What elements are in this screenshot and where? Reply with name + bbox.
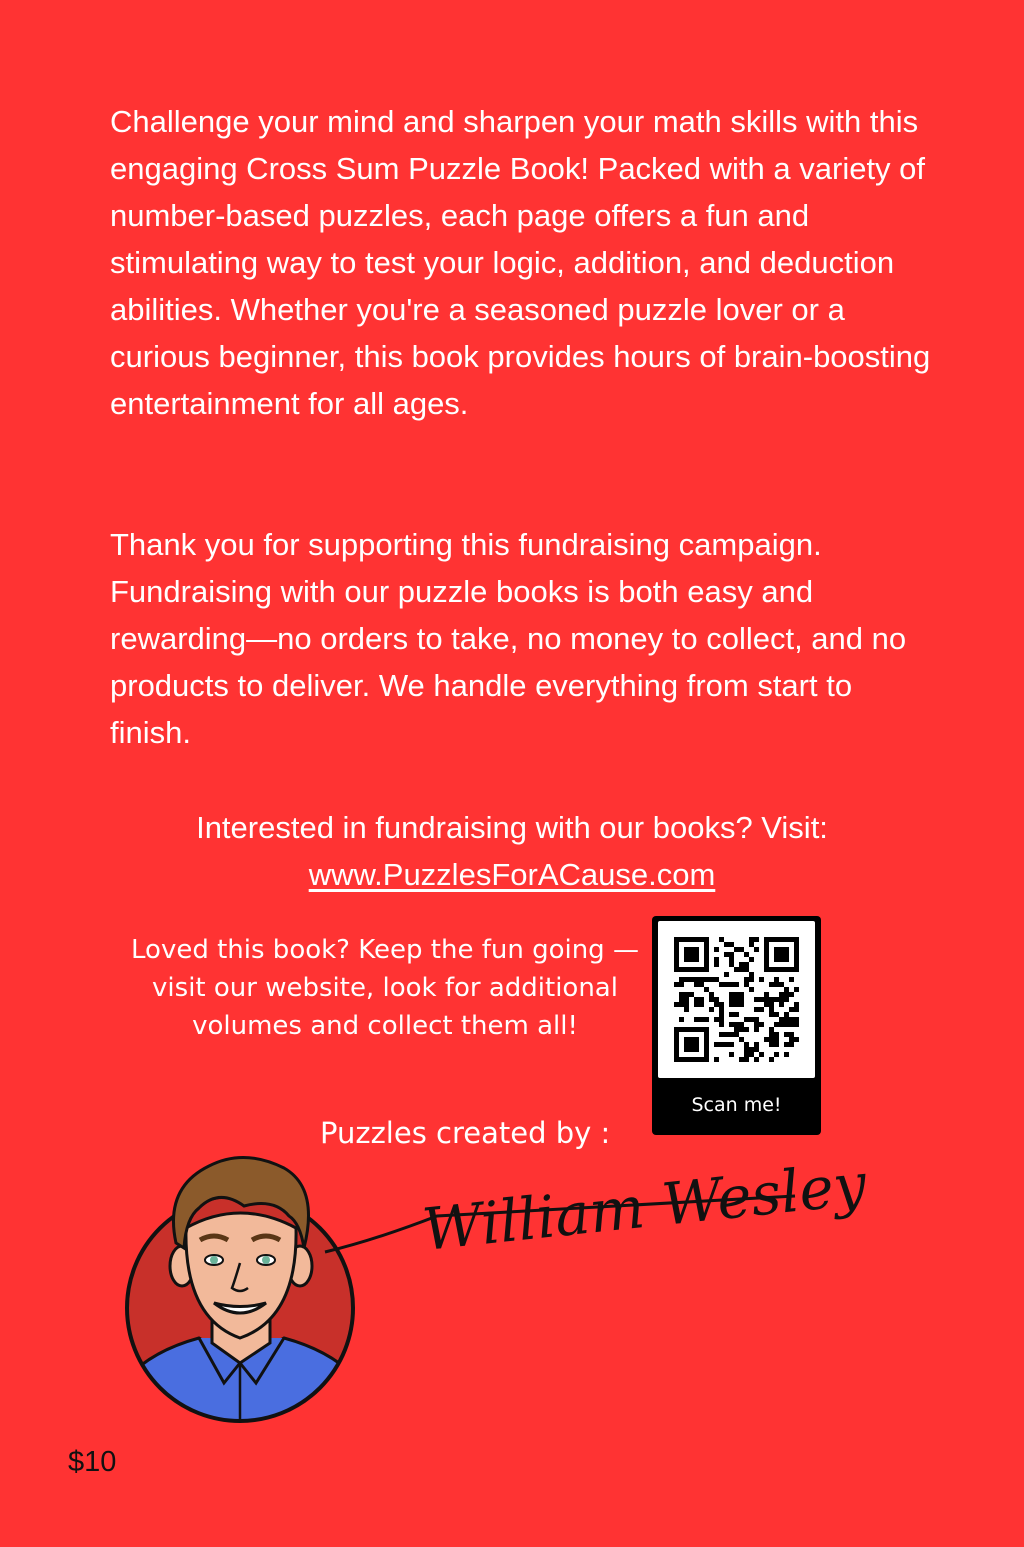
qr-code-icon xyxy=(658,921,815,1078)
promo-text: Loved this book? Keep the fun going —visit our website, look for additional volumes and collect them all! xyxy=(131,935,639,1041)
fundraising-cta: Interested in fundraising with our books? Visit: xyxy=(196,810,828,845)
qr-code-card[interactable] xyxy=(652,916,821,1135)
author-credit-label: Puzzles created by : xyxy=(320,1116,611,1150)
description-paragraph-1: Challenge your mind and sharpen your math skills with this engaging Cross Sum Puzzle Book! Packed with a variety of number-based puzzles, each page offers a fun and stimulating way to test your logic, addition, and deduction abilities. Whether you're a seasoned puzzle lover or a curious beginner, this book provides hours of brain-boosting entertainment for all ages. xyxy=(110,104,931,421)
qr-caption: Scan me! xyxy=(691,1094,782,1116)
price-label: $10 xyxy=(68,1446,117,1478)
website-link-row xyxy=(0,851,1024,898)
website-link[interactable]: www.PuzzlesForACause.com xyxy=(308,857,716,892)
signature-text: William Wesley xyxy=(419,1149,870,1264)
author-avatar-illustration xyxy=(124,1148,358,1431)
author-signature xyxy=(325,1140,870,1295)
description-paragraph-2: Thank you for supporting this fundraising campaign. Fundraising with our puzzle books is both easy and rewarding—no orders to take, no money to collect, and no products to deliver. We handle everything from start to finish. xyxy=(110,527,907,750)
